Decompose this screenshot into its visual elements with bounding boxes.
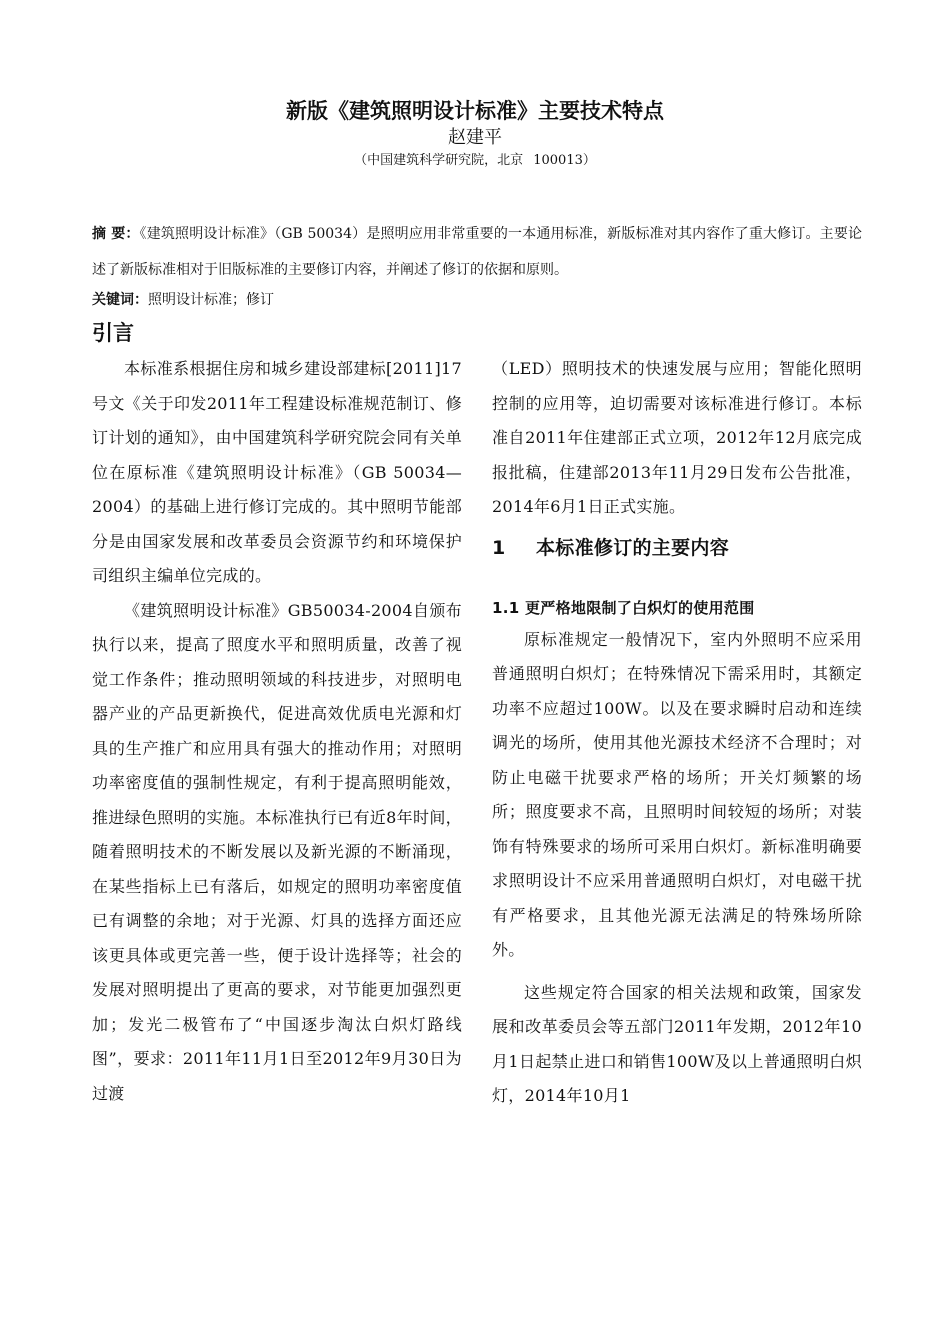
left-column bbox=[92, 352, 462, 1111]
keywords-text: 照明设计标准；修订 bbox=[148, 292, 274, 308]
abstract-text: 《建筑照明设计标准》（GB 50034）是照明应用非常重要的一本通用标准，新版标准对其内容作了重大修订。主要论述了新版标准相对于旧版标准的主要修订内容，并阐述了修订的依据和原则。 bbox=[92, 226, 862, 278]
section-1-1-paragraph-1: 原标准规定一般情况下，室内外照明不应采用普通照明白炽灯；在特殊情况下需采用时，其额定功率不应超过100W。以及在要求瞬时启动和连续调光的场所，使用其他光源技术经济不合理时；对防止电磁干扰要求严格的场所；开关灯频繁的场所；照度要求不高，且照明时间较短的场所；对装饰有特殊要求的场所可采用白炽灯。新标准明确要求照明设计不应采用普通照明白炽灯，对电磁干扰有严格要求，且其他光源无法满足的特殊场所除外。 bbox=[492, 629, 862, 959]
abstract bbox=[92, 216, 862, 288]
intro-paragraph-continued: （LED）照明技术的快速发展与应用；智能化照明控制的应用等，迫切需要对该标准进行修订。本标准自2011年住建部正式立项，2012年12月底完成报批稿，住建部2013年11月29日发布公告批准，2014年6月1日正式实施。 bbox=[492, 359, 862, 516]
section-1-title: 本标准修订的主要内容 bbox=[536, 536, 730, 559]
intro-paragraph-2: 《建筑照明设计标准》GB50034-2004自颁布执行以来，提高了照度水平和照明质量，改善了视觉工作条件；推动照明领域的科技进步，对照明电器产业的产品更新换代，促进高效优质电光源和灯具的生产推广和应用具有强大的推动作用；对照明功率密度值的强制性规定，有利于提高照明能效，推进绿色照明的实施。本标准执行已有近8年时间，随着照明技术的不断发展以及新光源的不断涌现，在某些指标上已有落后，如规定的照明功率密度值已有调整的余地；对于光源、灯具的选择方面还应该更具体或更完善一些，便于设计选择等；社会的发展对照明提出了更高的要求，对节能更加强烈更加；发光二极管布了“中国逐步淘汰白炽灯路线图”，要求：2011年11月1日至2012年9月30日为过渡 bbox=[92, 600, 462, 1103]
abstract-label: 摘 要： bbox=[92, 226, 140, 242]
section-1-heading bbox=[492, 533, 862, 563]
section-1-1-paragraph-2: 这些规定符合国家的相关法规和政策，国家发展和改革委员会等五部门2011年发期，2012年10月1日起禁止进口和销售100W及以上普通照明白炽灯，2014年10月1 bbox=[492, 982, 862, 1105]
subsection-1-1-heading: 1.1 更严格地限制了白炽灯的使用范围 bbox=[492, 598, 755, 617]
intro-paragraph-1: 本标准系根据住房和城乡建设部建标[2011]17号文《关于印发2011年工程建设标准规范制订、修订计划的通知》，由中国建筑科学研究院会同有关单位在原标准《建筑照明设计标准》（GB 50034—2004）的基础上进行修订完成的。其中照明节能部分是由国家发展和改革委员会资源节约和环境保护司组织主编单位完成的。 bbox=[92, 359, 462, 585]
keywords-label: 关键词： bbox=[92, 292, 148, 308]
author-affiliation: （中国建筑科学研究院，北京 100013） bbox=[354, 153, 596, 168]
paper-title: 新版《建筑照明设计标准》主要技术特点 bbox=[286, 99, 664, 123]
keywords bbox=[92, 285, 862, 315]
intro-heading: 引言 bbox=[92, 321, 134, 345]
section-1-number: 1 bbox=[492, 536, 506, 559]
right-column bbox=[492, 352, 862, 1114]
author-name: 赵建平 bbox=[448, 127, 502, 148]
